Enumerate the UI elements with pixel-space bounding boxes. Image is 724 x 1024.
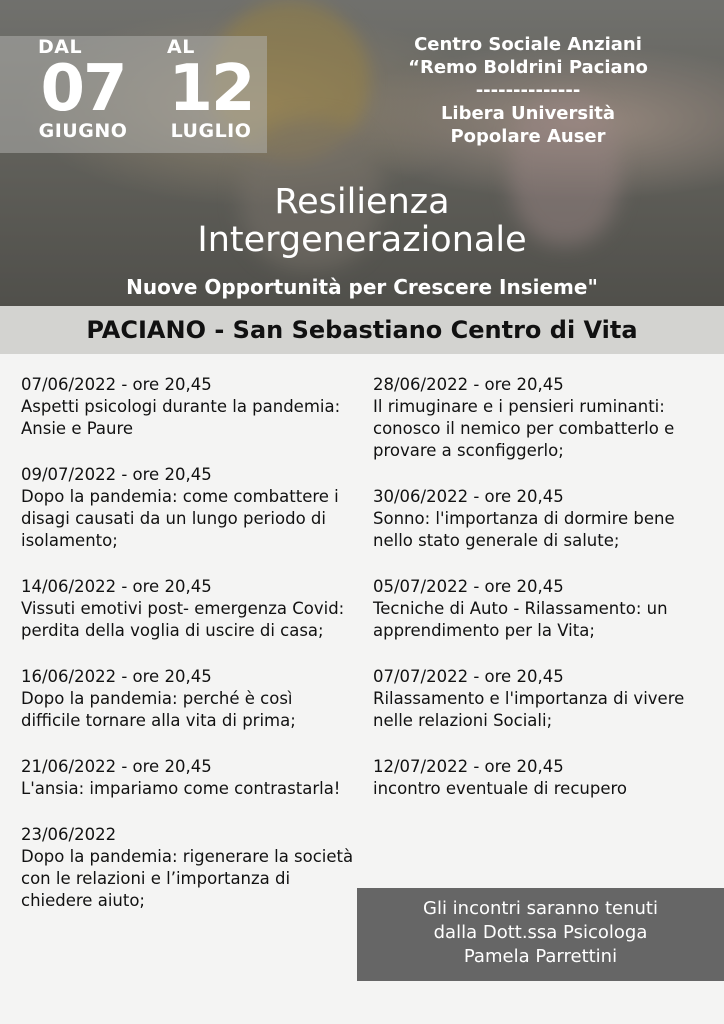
schedule-date: 12/07/2022 - ore 20,45 xyxy=(373,757,564,776)
date-from xyxy=(26,36,140,142)
schedule-item xyxy=(21,824,356,912)
speaker-line-2: dalla Dott.ssa Psicologa xyxy=(433,922,648,943)
schedule-date: 23/06/2022 xyxy=(21,825,117,844)
date-from-month: GIUGNO xyxy=(38,120,128,142)
schedule-topic: Rilassamento e l'importanza di vivere nelle relazioni Sociali; xyxy=(373,689,685,730)
schedule-topic: L'ansia: impariamo come contrastarla! xyxy=(21,779,341,798)
organizer-line-4: Popolare Auser xyxy=(450,126,606,147)
schedule-item xyxy=(21,576,356,642)
schedule-topic: Dopo la pandemia: come combattere i disagi causati da un lungo periodo di isolamento; xyxy=(21,487,339,550)
schedule-topic: Vissuti emotivi post- emergenza Covid: perdita della voglia di uscire di casa; xyxy=(21,599,345,640)
schedule-topic: incontro eventuale di recupero xyxy=(373,779,627,798)
schedule-item xyxy=(21,756,356,800)
speaker-line-1: Gli incontri saranno tenuti xyxy=(423,898,658,919)
organizer-block xyxy=(356,33,700,148)
speaker-box xyxy=(357,888,724,981)
date-to-day: 12 xyxy=(168,52,254,126)
schedule-item xyxy=(373,666,713,732)
schedule-right-column xyxy=(373,374,713,824)
event-title-line-1: Resilienza xyxy=(274,182,450,222)
schedule-item xyxy=(21,464,356,552)
schedule-date: 28/06/2022 - ore 20,45 xyxy=(373,375,564,394)
event-title xyxy=(0,183,724,259)
organizer-separator: -------------- xyxy=(475,80,581,101)
schedule-topic: Il rimuginare e i pensieri ruminanti: conosco il nemico per combatterlo e provare a sconfiggerlo; xyxy=(373,397,675,460)
hero-photo xyxy=(0,0,724,306)
schedule-item xyxy=(373,374,713,462)
organizer-line-2: “Remo Boldrini Paciano xyxy=(408,57,648,78)
schedule-topic: Tecniche di Auto - Rilassamento: un apprendimento per la Vita; xyxy=(373,599,668,640)
schedule-date: 14/06/2022 - ore 20,45 xyxy=(21,577,212,596)
schedule-item xyxy=(21,666,356,732)
schedule-date: 09/07/2022 - ore 20,45 xyxy=(21,465,212,484)
schedule-date: 07/07/2022 - ore 20,45 xyxy=(373,667,564,686)
date-from-day: 07 xyxy=(40,52,126,126)
schedule-item xyxy=(21,374,356,440)
organizer-line-3: Libera Università xyxy=(440,103,616,124)
schedule-topic: Sonno: l'importanza di dormire bene nello stato generale di salute; xyxy=(373,509,675,550)
date-to-label: AL xyxy=(167,36,195,58)
schedule-date: 16/06/2022 - ore 20,45 xyxy=(21,667,212,686)
event-subtitle: Nuove Opportunità per Crescere Insieme" xyxy=(126,275,598,299)
schedule-topic: Dopo la pandemia: perché è così difficile tornare alla vita di prima; xyxy=(21,689,296,730)
event-title-line-2: Intergenerazionale xyxy=(197,220,527,260)
date-from-label: DAL xyxy=(38,36,83,58)
location-band: PACIANO - San Sebastiano Centro di Vita xyxy=(0,306,724,354)
speaker-line-3: Pamela Parrettini xyxy=(463,946,618,967)
schedule-date: 30/06/2022 - ore 20,45 xyxy=(373,487,564,506)
date-to-month: LUGLIO xyxy=(170,120,252,142)
schedule-item xyxy=(373,756,713,800)
date-range-box xyxy=(0,36,267,153)
schedule-item xyxy=(373,486,713,552)
schedule-date: 05/07/2022 - ore 20,45 xyxy=(373,577,564,596)
schedule-item xyxy=(373,576,713,642)
schedule-topic: Dopo la pandemia: rigenerare la società con le relazioni e l’importanza di chiedere aiuto; xyxy=(21,847,354,910)
organizer-line-1: Centro Sociale Anziani xyxy=(414,34,642,55)
date-to xyxy=(155,36,267,142)
schedule-date: 21/06/2022 - ore 20,45 xyxy=(21,757,212,776)
schedule-left-column xyxy=(21,374,356,936)
schedule-date: 07/06/2022 - ore 20,45 xyxy=(21,375,212,394)
schedule-topic: Aspetti psicologi durante la pandemia: Ansie e Paure xyxy=(21,397,341,438)
